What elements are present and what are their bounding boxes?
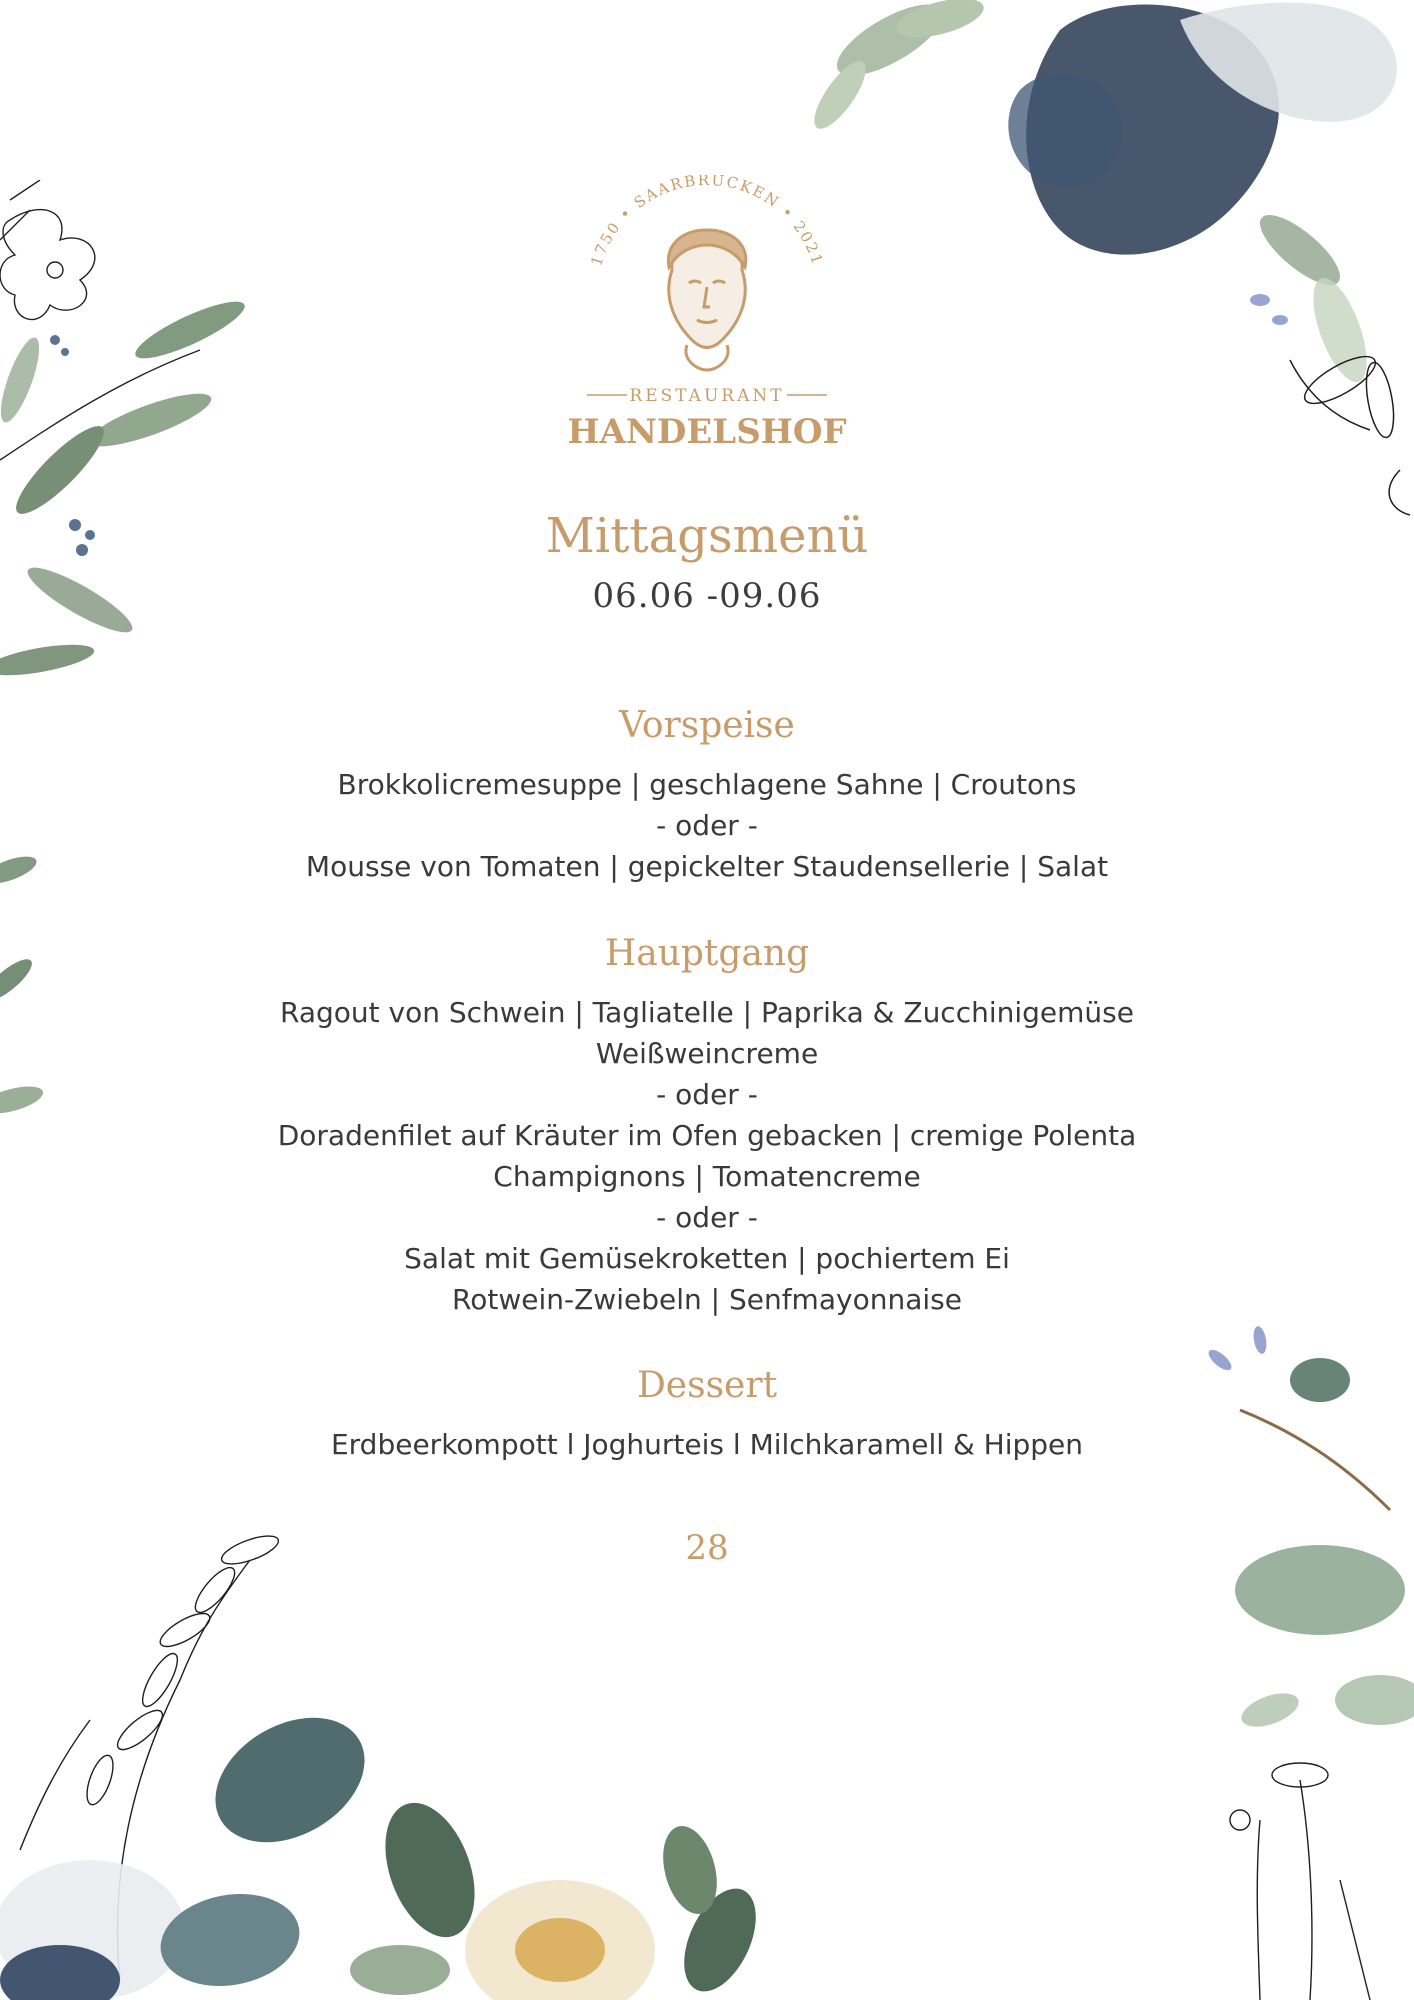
course-heading: Vorspeise <box>619 705 795 746</box>
or-separator: - oder - <box>656 1201 758 1234</box>
dish-line: Salat mit Gemüsekroketten | pochiertem Ei <box>404 1242 1010 1275</box>
dish-line: Rotwein-Zwiebeln | Senfmayonnaise <box>452 1283 962 1316</box>
course-heading: Hauptgang <box>604 933 810 974</box>
course-dessert <box>0 1362 1414 1465</box>
dish-line: Mousse von Tomaten | gepickelter Staudensellerie | Salat <box>305 850 1109 883</box>
menu-dates: 06.06 -09.06 <box>592 576 822 616</box>
logo-name: HANDELSHOF <box>567 412 847 452</box>
dish-line: Erdbeerkompott l Joghurteis l Milchkaramell & Hippen <box>330 1428 1084 1461</box>
bust-icon <box>668 230 745 370</box>
floral-bottom-decoration <box>0 1520 880 2000</box>
or-separator: - oder - <box>656 809 758 842</box>
course-heading: Dessert <box>636 1365 778 1406</box>
dish-line: Doradenfilet auf Kräuter im Ofen gebacken | cremige Polenta <box>277 1119 1137 1152</box>
dish-line: Weißweincreme <box>595 1037 819 1070</box>
logo-emblem <box>557 175 857 455</box>
menu-title: Mittagsmenü <box>545 508 869 564</box>
logo-arc-text: 1750 • SAARBRÜCKEN • 2021 <box>587 175 827 269</box>
restaurant-logo <box>557 175 857 455</box>
logo-subtitle: RESTAURANT <box>629 386 785 406</box>
dish-line: Ragout von Schwein | Tagliatelle | Paprika & Zucchinigemüse <box>280 996 1134 1029</box>
floral-top-left-decoration <box>0 180 250 700</box>
course-starter <box>0 702 1414 887</box>
course-main <box>0 930 1414 1320</box>
dish-line: Brokkolicremesuppe | geschlagene Sahne | Croutons <box>337 768 1077 801</box>
page-number: 28 <box>685 1528 729 1568</box>
dish-line: Champignons | Tomatencreme <box>493 1160 921 1193</box>
or-separator: - oder - <box>656 1078 758 1111</box>
floral-top-right-decoration <box>780 0 1414 520</box>
